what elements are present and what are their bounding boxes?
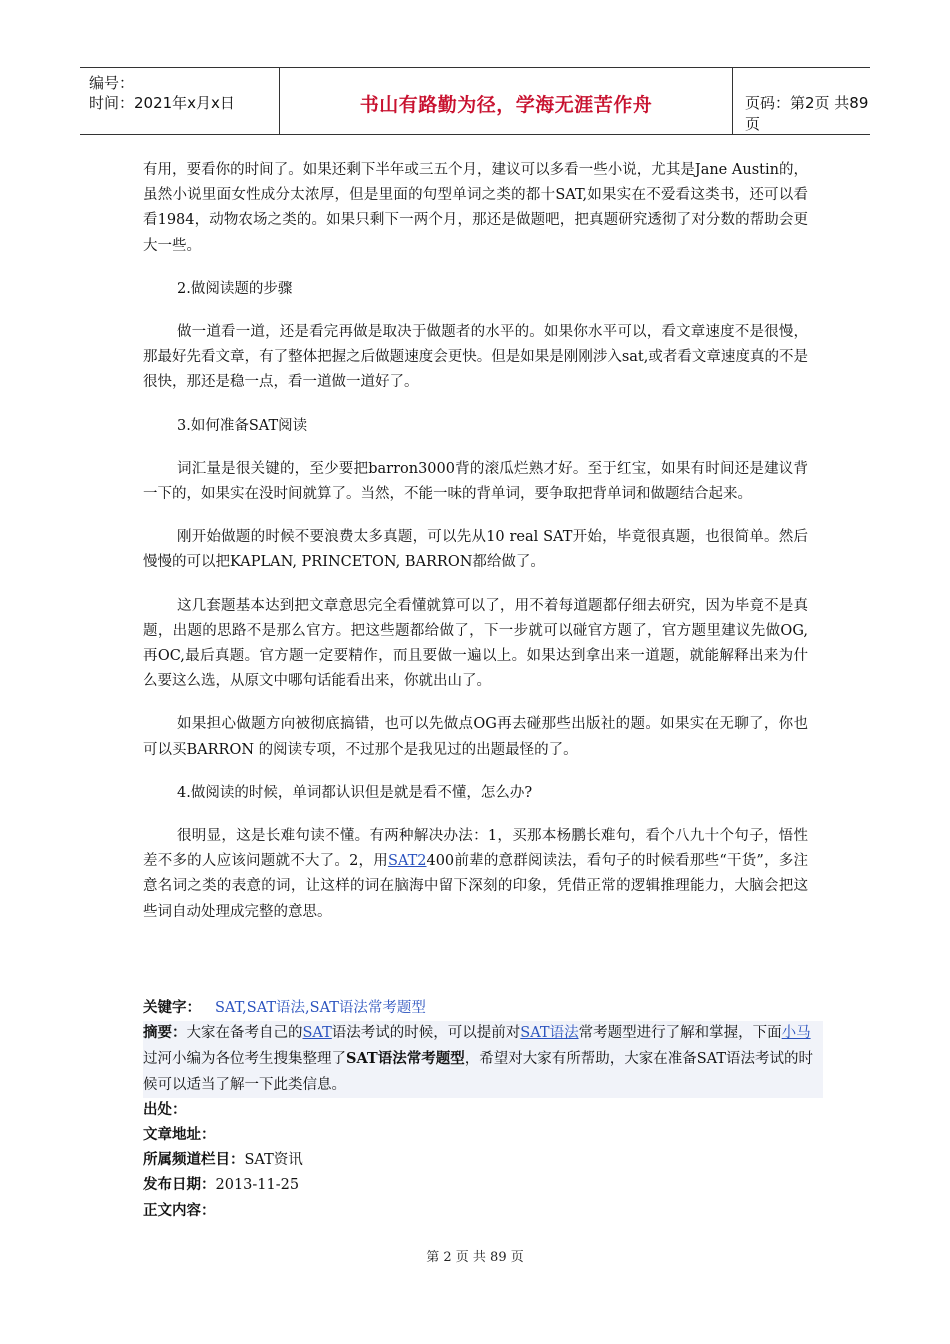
article-url-label: 文章地址： (143, 1127, 216, 1144)
paragraph-7 (143, 824, 808, 925)
header-page-label: 页码：第2页 共89页 (745, 94, 869, 133)
header-motto: 书山有路勤为径，学海无涯苦作舟 (359, 94, 653, 116)
abstract-bold-topic: SAT语法常考题型 (346, 1050, 465, 1068)
paragraph-7-text-a: 很明显，这是长难句读不懂。有两种解决办法：1，买那本杨鹏长难句，看个八九十个句子，悟性差不多的人应该问题就不大了。2，用 (143, 828, 808, 870)
abstract-row (143, 1021, 823, 1098)
date-row (143, 1173, 823, 1198)
channel-value: SAT资讯 (244, 1152, 303, 1169)
url-row (143, 1123, 823, 1148)
article-meta (143, 996, 823, 1224)
channel-label: 所属频道栏目： (143, 1152, 245, 1169)
section-heading-2: 2.做阅读题的步骤 (177, 280, 293, 297)
body-content-label: 正文内容： (143, 1202, 216, 1219)
abstract-link-sat-grammar[interactable]: SAT语法 (520, 1025, 579, 1042)
abstract-text-1: 大家在备考自己的 (186, 1025, 303, 1042)
keywords-row (143, 996, 823, 1021)
document-number-label: 编号： (89, 74, 135, 92)
keywords-value: SAT,SAT语法,SAT语法常考题型 (215, 1000, 426, 1016)
publish-date-label: 发布日期： (143, 1177, 216, 1194)
paragraph-1: 有用，要看你的时间了。如果还剩下半年或三五个月，建议可以多看一些小说，尤其是Jane Austin的，虽然小说里面女性成分太浓厚，但是里面的句型单词之类的都十SAT,如果实在不爱看这类书，还可以看看1984，动物农场之类的。如果只剩下一两个月，那还是做题吧，把真题研究透彻了对分数的帮助会更大一些。 (143, 162, 808, 254)
abstract-text-2: 语法考试的时候，可以提前对 (331, 1025, 521, 1042)
section-heading-4: 4.做阅读的时候，单词都认识但是就是看不懂，怎么办? (177, 784, 533, 801)
source-row (143, 1098, 823, 1123)
page-footer: 第 2 页 共 89 页 (426, 1250, 524, 1265)
abstract-label: 摘要： (143, 1025, 187, 1042)
paragraph-7-text-b: 400前辈的意群阅读法，看句子的时候看那些“干货”，多注意名词之类的表意的词，让这样的词在脑海中留下深刻的印象，凭借正常的逻辑推理能力，大脑会把这些词自动处理成完整的意思。 (143, 853, 808, 920)
abstract-text-4: 过河小编为各位考生搜集整理了 (143, 1051, 346, 1068)
source-label: 出处： (143, 1101, 187, 1118)
abstract-link-sat[interactable]: SAT (302, 1025, 332, 1042)
abstract-text-5: ，希望对大家有所帮助，大家在准备SAT语法考试的时候可以适当了解一下此类信息。 (143, 1051, 813, 1093)
paragraph-6: 如果担心做题方向被彻底搞错，也可以先做点OG再去碰那些出版社的题。如果实在无聊了，你也可以买BARRON 的阅读专项，不过那个是我见过的出题最怪的了。 (143, 716, 808, 758)
paragraph-4: 刚开始做题的时候不要浪费太多真题，可以先从10 real SAT开始，毕竟很真题，也很简单。然后慢慢的可以把KAPLAN, PRINCETON, BARRON都给做了。 (143, 529, 808, 571)
channel-row (143, 1148, 823, 1173)
abstract-link-xiaoma[interactable]: 小马 (781, 1025, 811, 1042)
header-motto-cell (280, 68, 733, 134)
paragraph-3: 词汇量是很关键的，至少要把barron3000背的滚瓜烂熟才好。至于红宝，如果有时间还是建议背一下的，如果实在没时间就算了。当然，不能一味的背单词，要争取把背单词和做题结合起来。 (143, 460, 808, 503)
document-time-label: 时间：2021年x月x日 (89, 94, 235, 112)
paragraph-2: 做一道看一道，还是看完再做是取决于做题者的水平的。如果你水平可以，看文章速度不是很慢，那最好先看文章，有了整体把握之后做题速度会更快。但是如果是刚刚涉入sat,或者看文章速度真的不是很快，那还是稳一点，看一道做一道好了。 (143, 324, 808, 391)
publish-date-value: 2013-11-25 (215, 1177, 300, 1194)
paragraph-5: 这几套题基本达到把文章意思完全看懂就算可以了，用不着每道题都仔细去研究，因为毕竟不是真题，出题的思路不是那么官方。把这些题都给做了，下一步就可以碰官方题了，官方题里建议先做OG,再OC,最后真题。官方题一定要精作，而且要做一遍以上。如果达到拿出来一道题，就能解释出来为什么要这么选，从原文中哪句话能看出来，你就出山了。 (143, 597, 808, 690)
article-body (143, 158, 808, 943)
body-content-row (143, 1199, 823, 1224)
abstract-text-3: 常考题型进行了解和掌握，下面 (578, 1025, 782, 1042)
header-page-cell (733, 68, 870, 134)
section-heading-3: 3.如何准备SAT阅读 (177, 417, 308, 434)
header-table (80, 67, 870, 135)
sat2-link[interactable]: SAT2 (387, 853, 427, 870)
header-info-cell (80, 68, 280, 134)
keywords-label: 关键字： (143, 1000, 201, 1016)
